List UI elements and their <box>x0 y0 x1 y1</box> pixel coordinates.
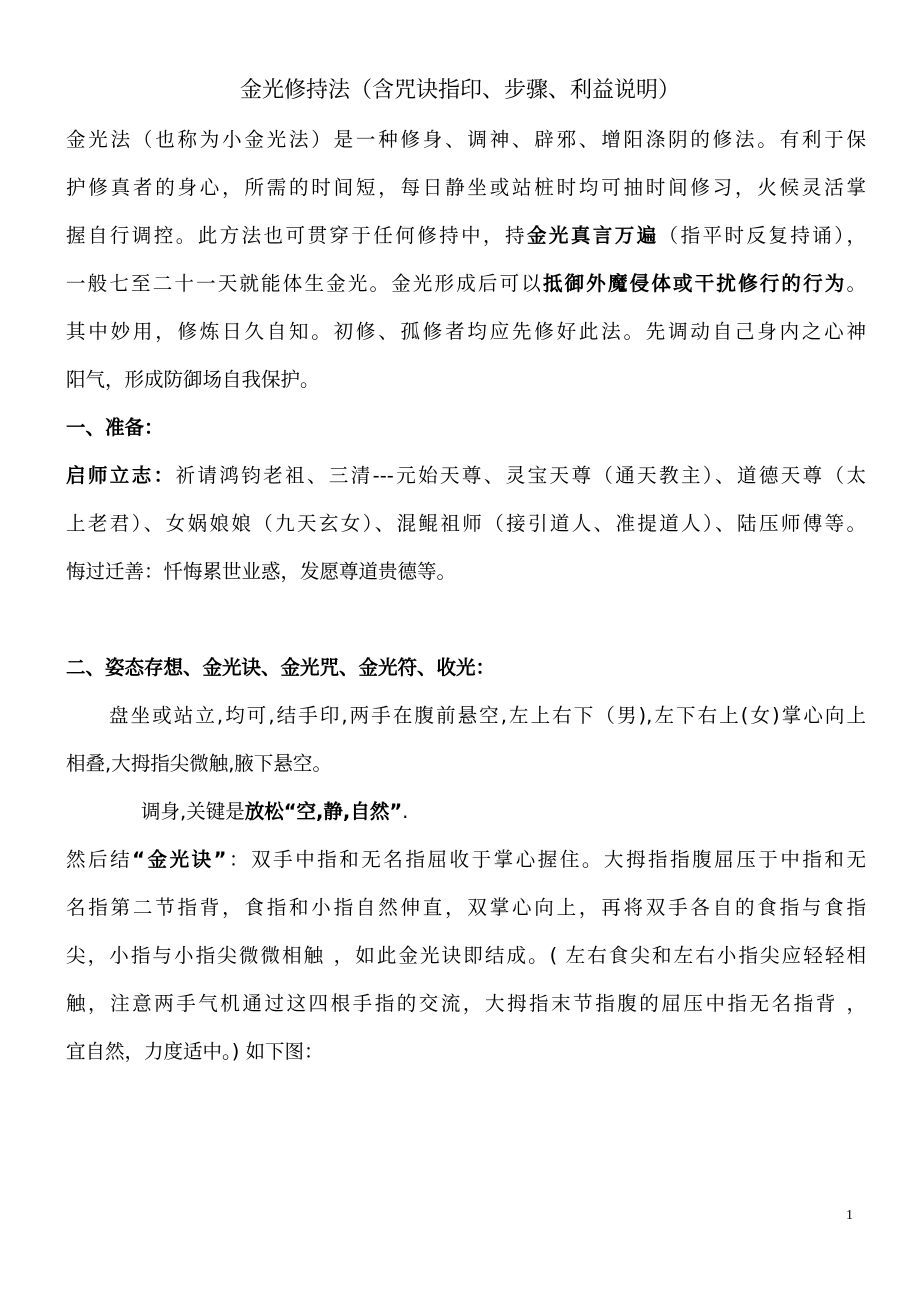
section-2-para-3-text: ：双手中指和无名指屈收于掌心握住。大拇指指腹屈压于中指和无 <box>226 848 866 871</box>
intro-line-3-bold: 金光真言万遍 <box>526 224 659 247</box>
section-1-line-1-text: 祈请鸿钧老祖、三清---元始天尊、灵宝天尊（通天教主）、道德天尊（太 <box>175 464 866 487</box>
section-2-para-3-line-5: 宜自然，力度适中。) 如下图： <box>66 1040 324 1063</box>
section-2-para-3-line-4: 触，注意两手气机通过这四根手指的交流，大拇指末节指腹的屈压中指无名指背 ， <box>66 992 866 1015</box>
intro-line-4 <box>66 270 866 298</box>
document-title: 金光修持法（含咒诀指印、步骤、利益说明） <box>239 78 680 103</box>
section-2-heading-text: 二、姿态存想、金光诀、金光咒、金光符、收光： <box>66 656 496 679</box>
page-number: 1 <box>846 1208 853 1223</box>
intro-line-6: 阳气，形成防御场自我保护。 <box>66 368 320 391</box>
section-2-heading <box>66 654 866 682</box>
intro-line-1: 金光法（也称为小金光法）是一种修身、调神、辟邪、增阳涤阴的修法。有利于保 <box>66 128 866 151</box>
section-2-para-2-tail: . <box>402 800 409 823</box>
section-2-para-2-text: 调身,关键是 <box>141 800 245 823</box>
intro-line-5: 其中妙用，修炼日久自知。初修、孤修者均应先修好此法。先调动自己身内之心神 <box>66 320 866 343</box>
section-2-para-3-line-3: 尖，小指与小指尖微微相触 ，如此金光诀即结成。( 左右食尖和左右小指尖应轻轻相 <box>66 944 866 967</box>
intro-line-4-bold: 抵御外魔侵体或干扰修行的行为 <box>542 272 847 295</box>
section-2-para-1-line-2: 相叠,大拇指尖微触,腋下悬空。 <box>66 752 332 775</box>
section-2-para-3-line-2: 名指第二节指背，食指和小指自然伸直，双掌心向上，再将双手各自的食指与食指 <box>66 896 866 919</box>
intro-line-3 <box>66 222 866 250</box>
section-1-line-2: 上老君）、女娲娘娘（九天玄女）、混鲲祖师（接引道人、准提道人）、陆压师傅等。 <box>66 512 866 535</box>
section-2-para-2 <box>141 798 861 826</box>
intro-line-3-tail: （指平时反复持诵）， <box>658 224 866 247</box>
section-1-label: 启师立志： <box>66 464 176 487</box>
intro-line-4-tail: 。 <box>846 272 866 295</box>
intro-line-3-text: 握自行调控。此方法也可贯穿于任何修持中，持 <box>66 224 527 247</box>
section-2-para-3-bold: “金光诀” <box>132 848 227 871</box>
section-2-para-1-line-1: 盘坐或站立,均可,结手印,两手在腹前悬空,左上右下（男),左下右上(女)掌心向上 <box>109 704 866 727</box>
section-1-heading <box>66 414 866 442</box>
section-1-line-3: 悔过迁善：忏悔累世业惑，发愿尊道贵德等。 <box>66 560 457 583</box>
intro-line-2: 护修真者的身心，所需的时间短，每日静坐或站桩时均可抽时间修习，火候灵活掌 <box>66 176 866 199</box>
intro-line-4-text: 一般七至二十一天就能体生金光。金光形成后可以 <box>66 272 543 295</box>
section-2-para-3-lead: 然后结 <box>66 848 133 871</box>
section-1-heading-text: 一、准备： <box>66 416 164 439</box>
section-2-para-3-line-1 <box>66 846 866 874</box>
section-1-line-1 <box>66 462 866 490</box>
section-2-para-2-bold: 放松“空,静,自然” <box>244 800 403 823</box>
